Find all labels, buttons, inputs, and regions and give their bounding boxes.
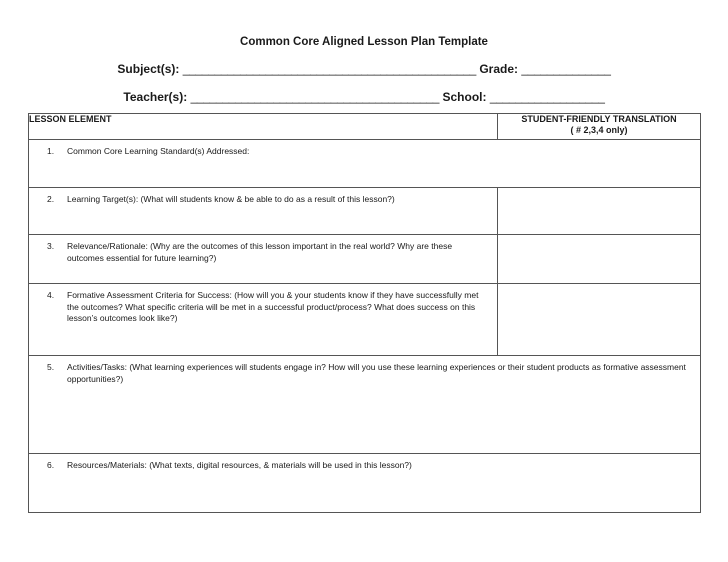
table-row bbox=[29, 188, 701, 235]
subject-grade-line bbox=[0, 62, 728, 76]
row-prompt: Relevance/Rationale: (Why are the outcomes of this lesson important in the real world? Why are these outcomes essential for future learning?) bbox=[67, 241, 453, 263]
translation-cell-2[interactable] bbox=[498, 188, 701, 235]
header-translation-line2: ( # 2,3,4 only) bbox=[570, 125, 628, 135]
table-row bbox=[29, 140, 701, 188]
lesson-element-cell-5[interactable] bbox=[29, 356, 701, 454]
row-prompt: Common Core Learning Standard(s) Addressed: bbox=[67, 146, 250, 156]
table-row bbox=[29, 454, 701, 513]
table-row bbox=[29, 235, 701, 284]
row-prompt: Resources/Materials: (What texts, digital resources, & materials will be used in this lesson?) bbox=[67, 460, 412, 470]
row-number: 5. bbox=[47, 362, 55, 372]
lesson-element-cell-2[interactable] bbox=[29, 188, 498, 235]
header-student-translation bbox=[498, 114, 701, 140]
lesson-element-cell-6[interactable] bbox=[29, 454, 701, 513]
teacher-label: Teacher(s): bbox=[123, 90, 188, 104]
table-row bbox=[29, 284, 701, 356]
translation-cell-4[interactable] bbox=[498, 284, 701, 356]
school-field[interactable]: __________________ bbox=[489, 90, 605, 104]
subject-label: Subject(s): bbox=[117, 62, 180, 76]
row-number: 2. bbox=[47, 194, 55, 204]
table-row bbox=[29, 356, 701, 454]
subject-field[interactable]: ______________________________________________ bbox=[182, 62, 476, 76]
grade-field[interactable]: ______________ bbox=[521, 62, 611, 76]
lesson-element-cell-1[interactable] bbox=[29, 140, 701, 188]
document-title: Common Core Aligned Lesson Plan Template bbox=[240, 36, 488, 48]
teacher-field[interactable]: _______________________________________ bbox=[190, 90, 440, 104]
row-prompt: Formative Assessment Criteria for Success: (How will you & your students know if they have successfully met the outcomes? What specific criteria will be met in a successful product/process? What does success on this lesson’s outcomes look like?) bbox=[67, 290, 479, 323]
header-translation-line1: STUDENT-FRIENDLY TRANSLATION bbox=[521, 114, 677, 124]
header-lesson-element: LESSON ELEMENT bbox=[29, 114, 498, 140]
row-number: 3. bbox=[47, 241, 55, 251]
lesson-plan-table bbox=[28, 113, 701, 513]
row-prompt: Activities/Tasks: (What learning experiences will students engage in? How will you use these learning experiences or their student products as formative assessment opportunities?) bbox=[67, 362, 686, 384]
lesson-element-cell-3[interactable] bbox=[29, 235, 498, 284]
school-label: School: bbox=[442, 90, 487, 104]
teacher-school-line bbox=[0, 90, 728, 104]
row-number: 4. bbox=[47, 290, 55, 300]
grade-label: Grade: bbox=[479, 62, 518, 76]
translation-cell-3[interactable] bbox=[498, 235, 701, 284]
lesson-element-cell-4[interactable] bbox=[29, 284, 498, 356]
table-header-row bbox=[29, 114, 701, 140]
row-number: 6. bbox=[47, 460, 55, 470]
row-prompt: Learning Target(s): (What will students know & be able to do as a result of this lesson?) bbox=[67, 194, 395, 204]
row-number: 1. bbox=[47, 146, 55, 156]
